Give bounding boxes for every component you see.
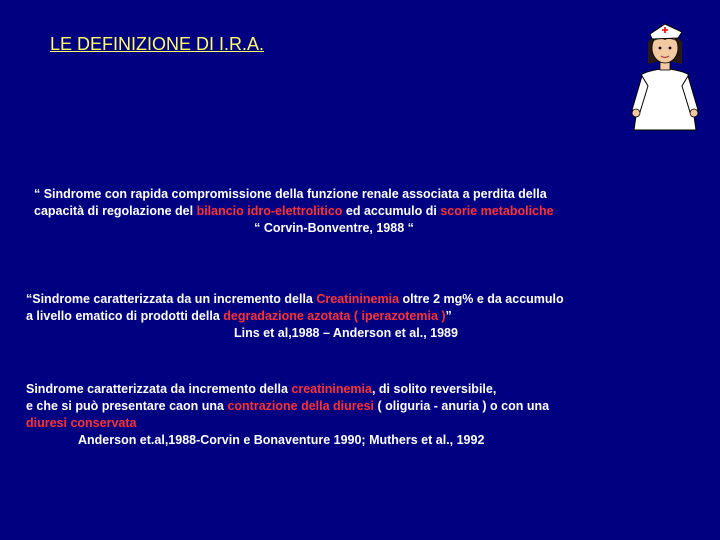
def2-text: a livello ematico di prodotti della bbox=[26, 309, 224, 323]
definition-1 bbox=[34, 186, 634, 237]
def2-line1 bbox=[26, 291, 666, 308]
definition-2 bbox=[26, 291, 666, 342]
def2-highlight-degradazione: degradazione azotata ( iperazotemia ) bbox=[223, 309, 446, 323]
def3-highlight-diuresi: diuresi conservata bbox=[26, 416, 137, 430]
def1-text: capacità di regolazione del bbox=[34, 204, 197, 218]
def3-line2 bbox=[26, 398, 666, 415]
def1-highlight-bilancio: bilancio idro-elettrolitico bbox=[196, 204, 343, 218]
def3-text: Sindrome caratterizzata da incremento della bbox=[26, 382, 292, 396]
def2-text: ” bbox=[445, 309, 452, 323]
def2-highlight-creatininemia: Creatininemia bbox=[316, 292, 400, 306]
def1-text: ed accumulo di bbox=[342, 204, 441, 218]
def1-line2 bbox=[34, 203, 634, 220]
def1-highlight-scorie: scorie metaboliche bbox=[440, 204, 554, 218]
def3-text: e che si può presentare caon una bbox=[26, 399, 228, 413]
def1-citation: “ Corvin-Bonventre, 1988 “ bbox=[254, 221, 414, 235]
def2-text: “Sindrome caratterizzata da un incremento della bbox=[26, 292, 317, 306]
def3-line1 bbox=[26, 381, 666, 398]
def1-line1: “ Sindrome con rapida compromissione della funzione renale associata a perdita della bbox=[34, 187, 547, 201]
definition-3 bbox=[26, 381, 666, 449]
def3-text: ( oliguria - anuria ) o con una bbox=[374, 399, 550, 413]
def3-text: , di solito reversibile, bbox=[371, 382, 497, 396]
def2-text: oltre 2 mg% e da accumulo bbox=[399, 292, 564, 306]
def3-highlight-creatininemia: creatininemia bbox=[291, 382, 372, 396]
nurse-illustration bbox=[620, 12, 710, 132]
def2-line2 bbox=[26, 308, 666, 325]
def2-citation: Lins et al,1988 – Anderson et al., 1989 bbox=[234, 326, 458, 340]
def3-highlight-contrazione: contrazione della diuresi bbox=[227, 399, 375, 413]
def3-citation: Anderson et.al,1988-Corvin e Bonaventure 1990; Muthers et al., 1992 bbox=[78, 433, 485, 447]
slide-title: LE DEFINIZIONE DI I.R.A. bbox=[50, 34, 265, 54]
